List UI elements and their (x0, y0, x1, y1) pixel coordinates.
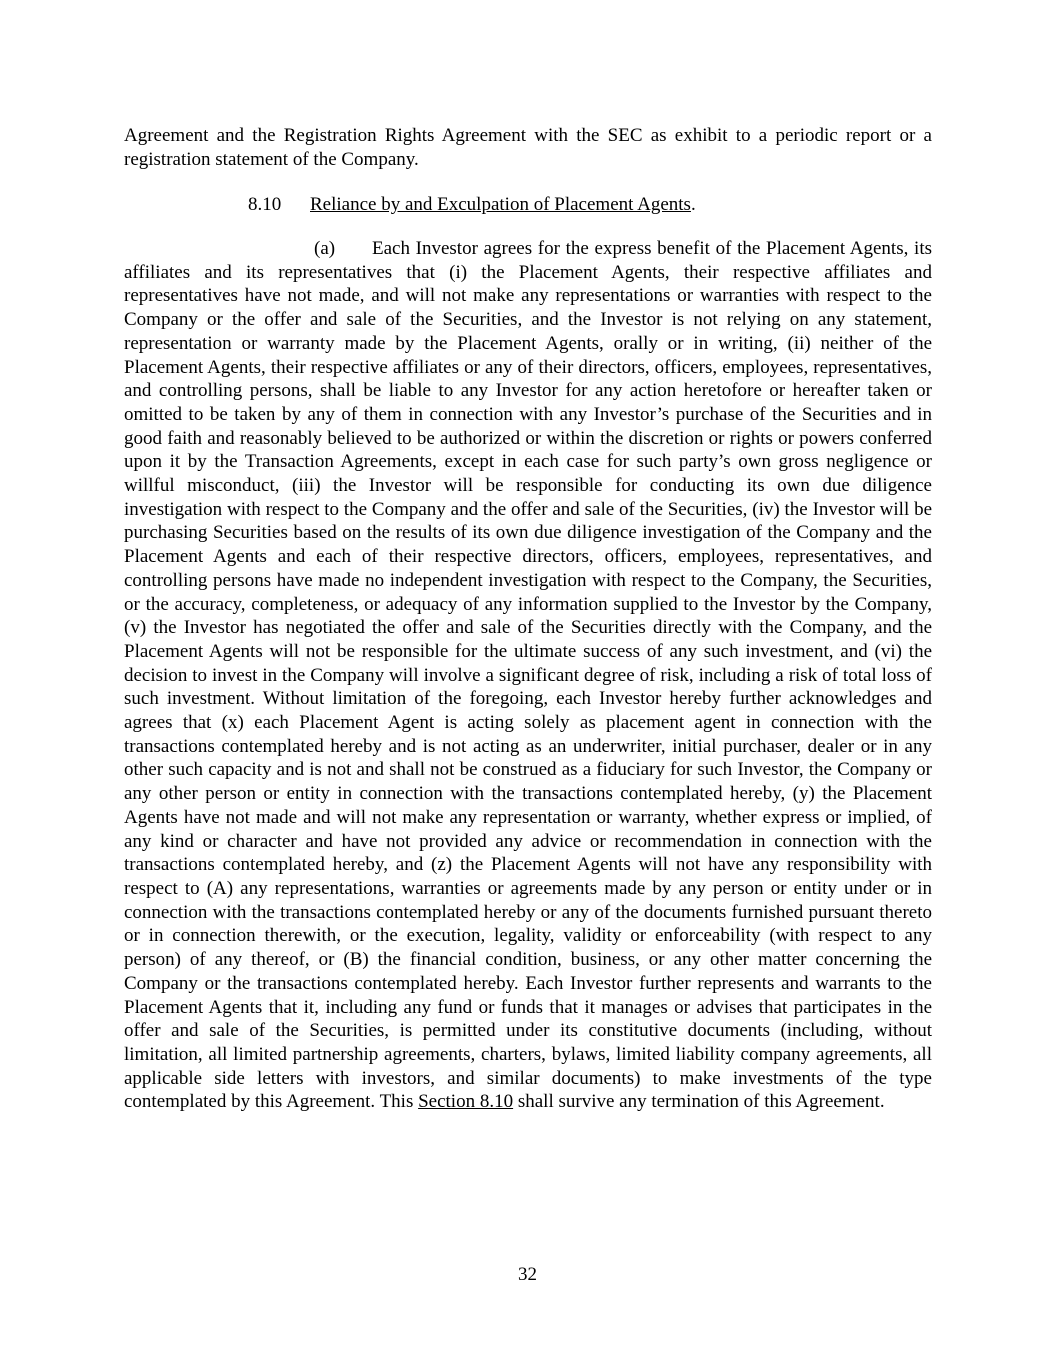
section-title: Reliance by and Exculpation of Placement Agents (310, 194, 691, 215)
section-title-period: . (690, 194, 696, 215)
subsection-a-paragraph (124, 237, 932, 1114)
section-heading (248, 193, 696, 217)
paragraph-continued: Agreement and the Registration Rights Agreement with the SEC as exhibit to a periodic report or a registration statement of the Company. (124, 125, 932, 170)
subsection-text-part1: Each Investor agrees for the express benefit of the Placement Agents, its affiliates and its representatives that (i) the Placement Agents, their respective affiliates and representatives have not made, and will not make any representations or warranties with respect to the Company or the offer and sale of the Securities, and the Investor is not relying on any statement, representation or warranty made by the Placement Agents, orally or in writing, (ii) neither of the Placement Agents, their respective affiliates or any of their directors, officers, employees, representatives, and controlling persons, shall be liable to any Investor for any action heretofore or hereafter taken or omitted to be taken by any of them in connection with any Investor’s purchase of the Securities and in good faith and reasonably believed to be authorized or within the discretion or rights or powers conferred upon it by the Transaction Agreements, except in each case for such party’s own gross negligence or willful misconduct, (iii) the Investor will be responsible for conducting its own due diligence investigation with respect to the Company and the offer and sale of the Securities, (iv) the Investor will be purchasing Securities based on the results of its own due diligence investigation of the Company and the Placement Agents and each of their respective directors, officers, employees, representatives, and controlling persons have made no independent investigation with respect to the Company, the Securities, or the accuracy, completeness, or adequacy of any information supplied to the Investor by the Company, (v) the Investor has negotiated the offer and sale of the Securities directly with the Company, and the Placement Agents will not be responsible for the ultimate success of any such investment, and (vi) the decision to invest in the Company will involve a significant degree of risk, including a risk of total loss of such investment. Without limitation of the foregoing, each Investor hereby further acknowledges and agrees that (x) each Placement Agent is acting solely as placement agent in connection with the transactions contemplated hereby and is not acting as an underwriter, initial purchaser, dealer or in any other such capacity and is not and shall not be construed as a fiduciary for such Investor, the Company or any other person or entity in connection with the transactions contemplated hereby, (y) the Placement Agents have not made and will not make any representation or warranty, whether express or implied, of any kind or character and have not provided any advice or recommendation in connection with the transactions contemplated hereby, and (z) the Placement Agents will not have any responsibility with respect to (A) any representations, warranties or agreements made by any person or entity under or in connection with the transactions contemplated hereby or any of the documents furnished pursuant thereto or in connection therewith, or the execution, legality, validity or enforceability (with respect to any person) of any thereof, or (B) the financial condition, business, or any other matter concerning the Company or the transactions contemplated hereby. Each Investor further represents and warrants to the Placement Agents that it, including any fund or funds that it manages or advises that participates in the offer and sale of the Securities, is permitted under its constitutive documents (including, without limitation, all limited partnership agreements, charters, bylaws, limited liability company agreements, all applicable side letters with investors, and similar documents) to make investments of the type contemplated by this Agreement. This (124, 238, 932, 1113)
section-number: 8.10 (248, 194, 282, 215)
section-cross-reference: Section 8.10 (418, 1091, 514, 1113)
subsection-label: (a) (314, 238, 336, 259)
page-number: 32 (518, 1264, 537, 1285)
subsection-text-part2: shall survive any termination of this Agreement. (517, 1091, 885, 1113)
